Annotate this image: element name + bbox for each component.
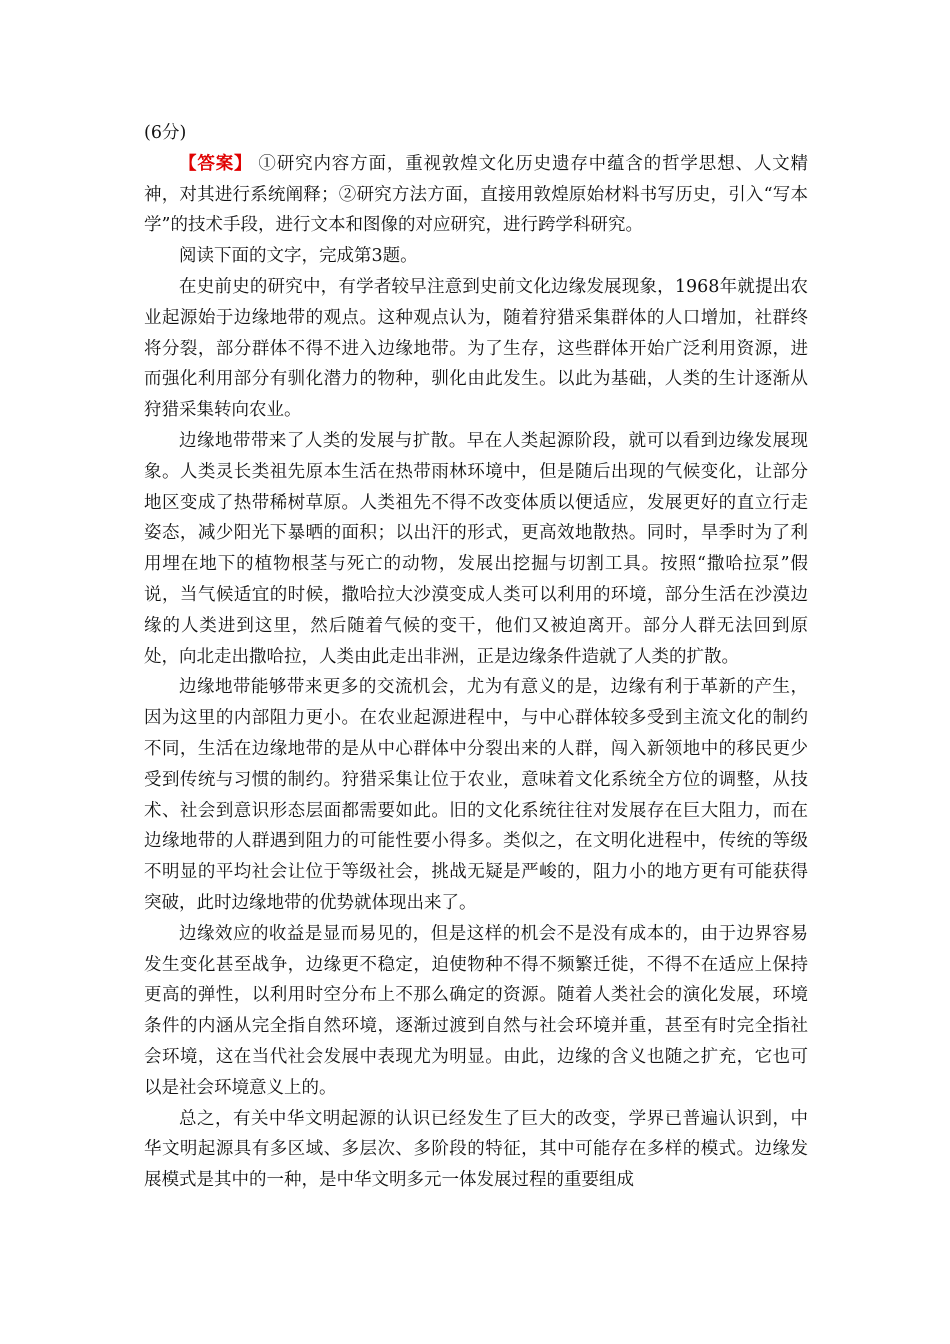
answer-paragraph xyxy=(144,149,808,241)
answer-text: ①研究内容方面，重视敦煌文化历史遗存中蕴含的哲学思想、人文精神，对其进行系统阐释；②研究方法方面，直接用敦煌原始材料书写历史，引入“写本学”的技术手段，进行文本和图像的对应研究，进行跨学科研究。 xyxy=(144,153,809,236)
answer-tag: 【答案】 xyxy=(179,153,253,174)
body-paragraph-2: 边缘地带带来了人类的发展与扩散。早在人类起源阶段，就可以看到边缘发展现象。人类灵长类祖先原本生活在热带雨林环境中，但是随后出现的气候变化，让部分地区变成了热带稀树草原。人类祖先不得不改变体质以便适应，发展更好的直立行走姿态，减少阳光下暴晒的面积；以出汗的形式，更高效地散热。同时，旱季时为了利用埋在地下的植物根茎与死亡的动物，发展出挖掘与切割工具。按照“撒哈拉泵”假说，当气候适宜的时候，撒哈拉大沙漠变成人类可以利用的环境，部分生活在沙漠边缘的人类进到这里，然后随着气候的变干，他们又被迫离开。部分人群无法回到原处，向北走出撒哈拉，人类由此走出非洲，正是边缘条件造就了人类的扩散。 xyxy=(144,430,808,667)
body-paragraph-5: 总之，有关中华文明起源的认识已经发生了巨大的改变，学界已普遍认识到，中华文明起源具有多区域、多层次、多阶段的特征，其中可能存在多样的模式。边缘发展模式是其中的一种，是中华文明多元一体发展过程的重要组成 xyxy=(144,1108,808,1191)
body-paragraph-4: 边缘效应的收益是显而易见的，但是这样的机会不是没有成本的，由于边界容易发生变化甚至战争，边缘更不稳定，迫使物种不得不频繁迁徙，不得不在适应上保持更高的弹性，以利用时空分布上不那么确定的资源。随着人类社会的演化发展，环境条件的内涵从完全指自然环境，逐渐过渡到自然与社会环境并重，甚至有时完全指社会环境，这在当代社会发展中表现尤为明显。由此，边缘的含义也随之扩充，它也可以是社会环境意义上的。 xyxy=(144,923,808,1098)
body-paragraph-3: 边缘地带能够带来更多的交流机会，尤为有意义的是，边缘有利于革新的产生，因为这里的内部阻力更小。在农业起源进程中，与中心群体较多受到主流文化的制约不同，生活在边缘地带的是从中心群体中分裂出来的人群，闯入新领地中的移民更少受到传统与习惯的制约。狩猎采集让位于农业，意味着文化系统全方位的调整，从技术、社会到意识形态层面都需要如此。旧的文化系统往往对发展存在巨大阻力，而在边缘地带的人群遇到阻力的可能性要小得多。类似之，在文明化进程中，传统的等级不明显的平均社会让位于等级社会，挑战无疑是严峻的，阻力小的地方更有可能获得突破，此时边缘地带的优势就体现出来了。 xyxy=(144,677,808,913)
score-note: (6分) xyxy=(144,123,187,143)
body-paragraph-1: 在史前史的研究中，有学者较早注意到史前文化边缘发展现象，1968年就提出农业起源始于边缘地带的观点。这种观点认为，随着狩猎采集群体的人口增加，社群终将分裂，部分群体不得不进入边缘地带。为了生存，这些群体开始广泛利用资源，进而强化利用部分有驯化潜力的物种，驯化由此发生。以此为基础，人类的生计逐渐从狩猎采集转向农业。 xyxy=(144,276,808,421)
reading-instruction: 阅读下面的文字，完成第3题。 xyxy=(179,246,418,267)
document-page xyxy=(144,118,808,1196)
